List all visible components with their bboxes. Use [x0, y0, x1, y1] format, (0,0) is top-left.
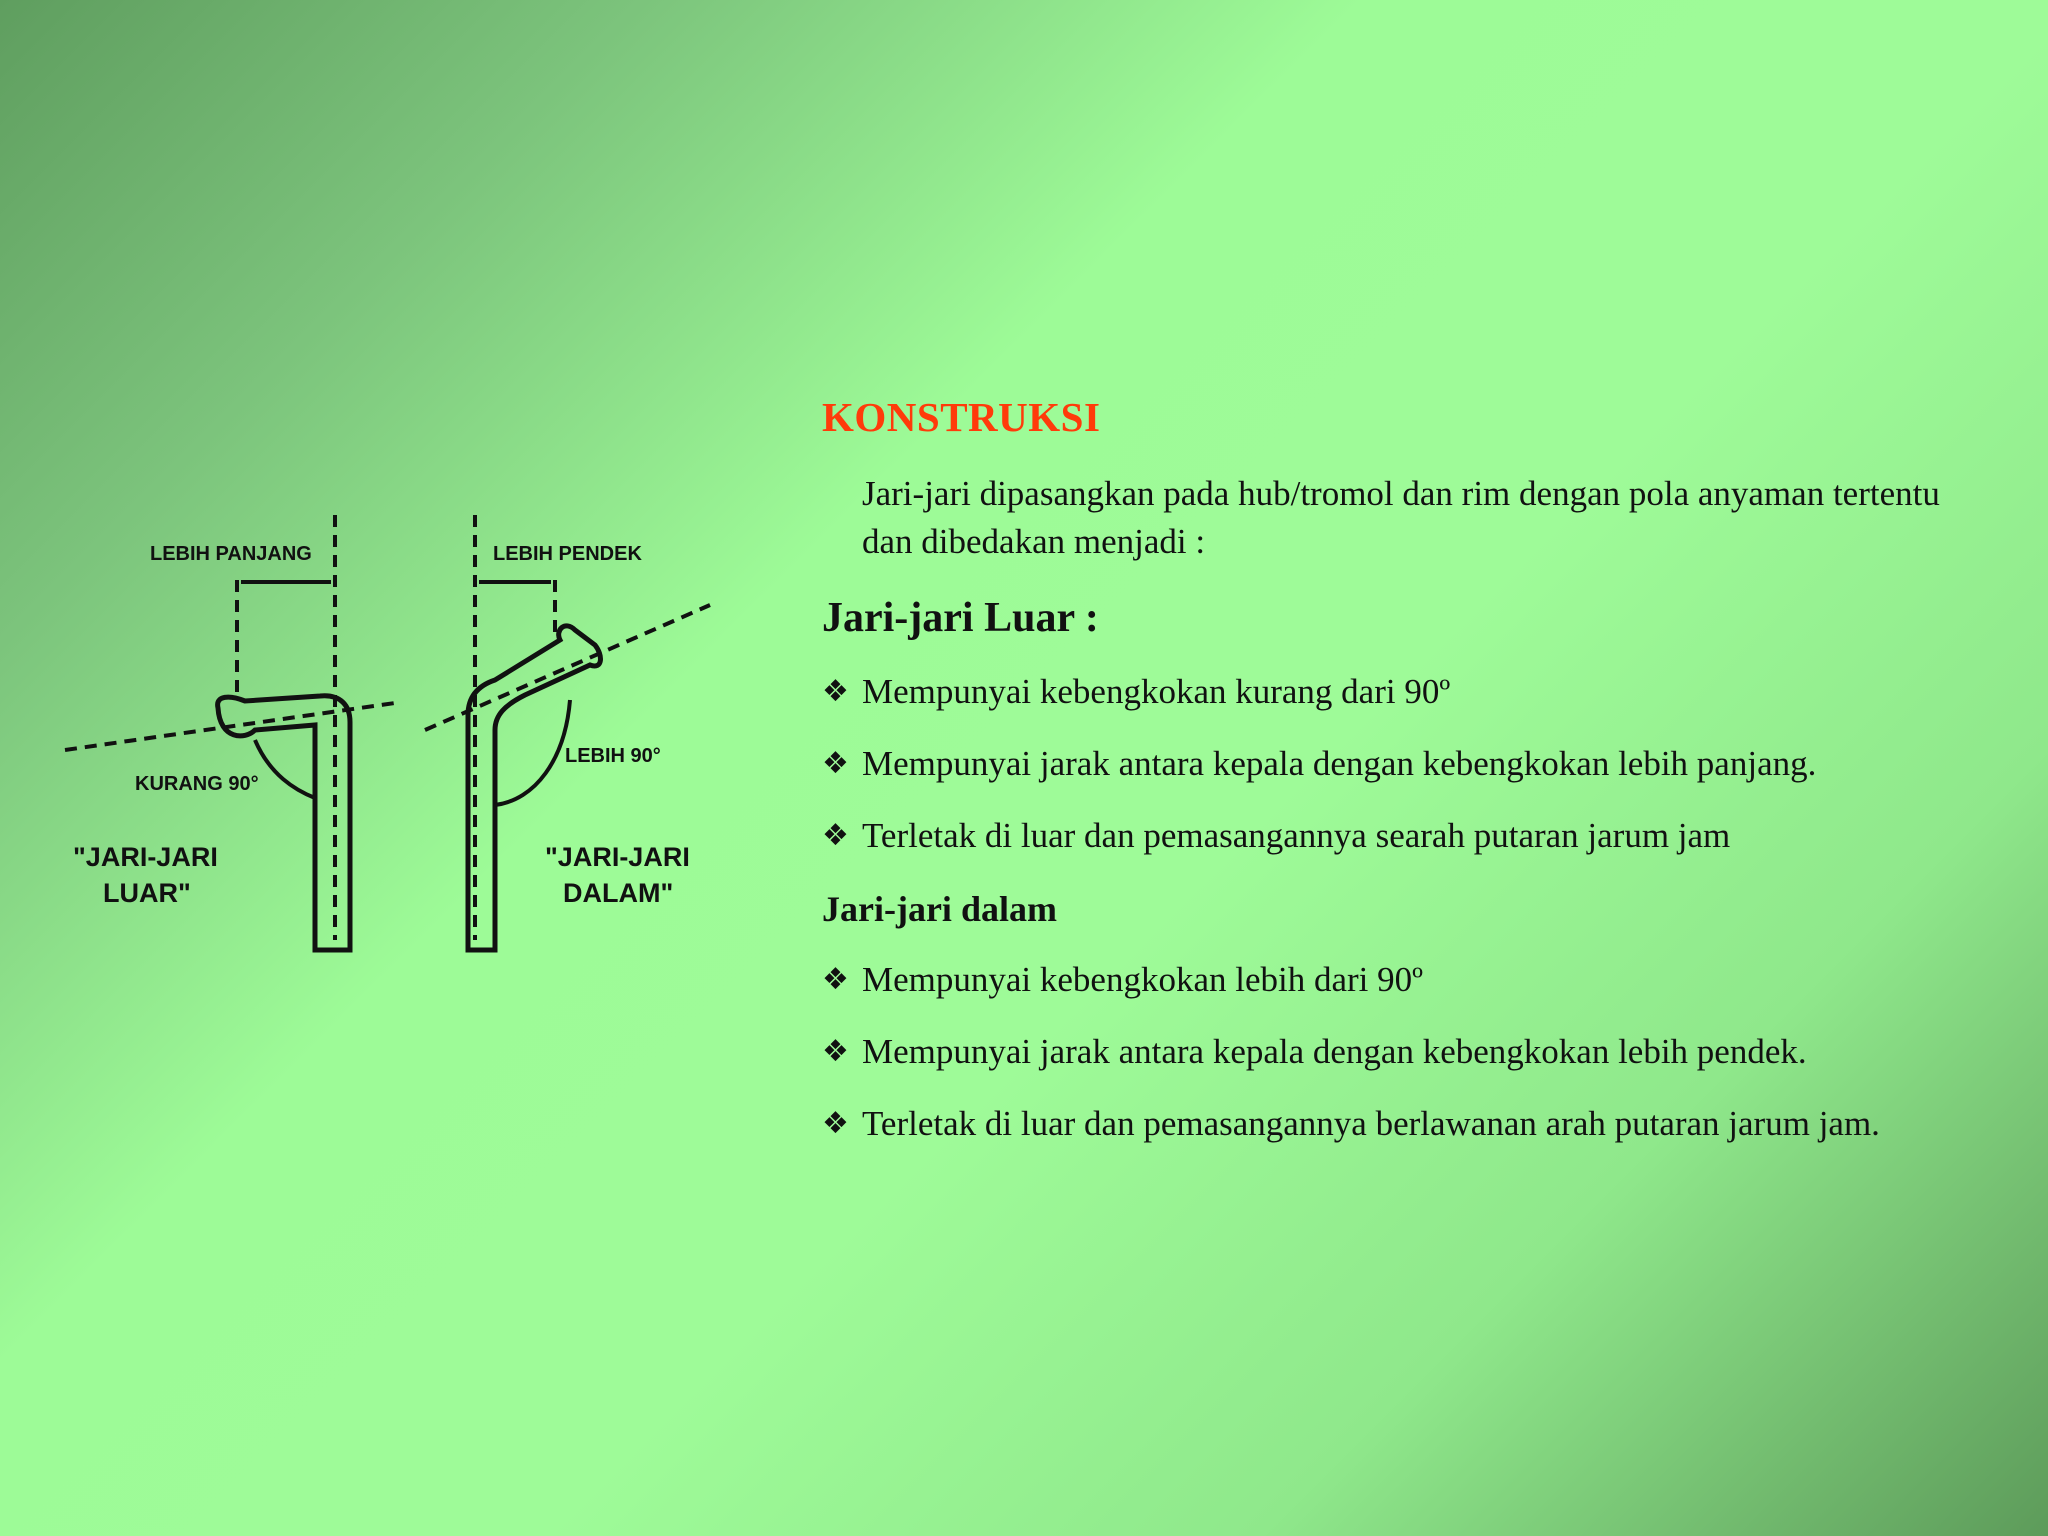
list-item-text: Terletak di luar dan pemasangannya searah putaran jarum jam: [862, 816, 1731, 855]
list-jari-jari-dalam: [822, 956, 1982, 1148]
section-title: KONSTRUKSI: [822, 394, 1101, 440]
caption-dalam-line1: "JARI-JARI: [545, 842, 690, 872]
label-lebih-pendek: LEBIH PENDEK: [493, 543, 642, 565]
list-item: [822, 1028, 1982, 1076]
list-item-text: Mempunyai kebengkokan lebih dari 90º: [862, 960, 1423, 999]
diamond-bullet-icon: ❖: [822, 1106, 849, 1141]
list-item-text: Mempunyai jarak antara kepala dengan kebengkokan lebih pendek.: [862, 1032, 1807, 1071]
content-panel: [822, 392, 1982, 1172]
diamond-bullet-icon: ❖: [822, 1034, 849, 1069]
right-angle-arc: [495, 700, 570, 805]
list-item: [822, 956, 1982, 1004]
list-item: [822, 1100, 1982, 1148]
list-item-text: Terletak di luar dan pemasangannya berlawanan arah putaran jarum jam.: [862, 1104, 1880, 1143]
list-item-text: Mempunyai jarak antara kepala dengan kebengkokan lebih panjang.: [862, 744, 1817, 783]
intro-paragraph: Jari-jari dipasangkan pada hub/tromol dan rim dengan pola anyaman tertentu dan dibedakan menjadi :: [862, 474, 1940, 561]
label-kurang-90: KURANG 90°: [135, 773, 259, 795]
list-jari-jari-luar: [822, 668, 1982, 860]
heading-jari-jari-luar: Jari-jari Luar :: [822, 595, 1099, 641]
diamond-bullet-icon: ❖: [822, 962, 849, 997]
diamond-bullet-icon: ❖: [822, 818, 849, 853]
caption-dalam-line2: DALAM": [563, 878, 674, 908]
list-item: [822, 740, 1982, 788]
spoke-diagram: [55, 500, 735, 970]
diamond-bullet-icon: ❖: [822, 674, 849, 709]
list-item: [822, 812, 1982, 860]
list-item: [822, 668, 1982, 716]
spoke-diagram-svg: [55, 500, 735, 970]
caption-luar-line2: LUAR": [103, 878, 191, 908]
diamond-bullet-icon: ❖: [822, 746, 849, 781]
left-spoke-outline: [218, 696, 350, 950]
left-angle-arc: [255, 740, 315, 798]
list-item-text: Mempunyai kebengkokan kurang dari 90º: [862, 672, 1451, 711]
heading-jari-jari-dalam: Jari-jari dalam: [822, 889, 1057, 929]
label-lebih-panjang: LEBIH PANJANG: [150, 543, 312, 565]
label-lebih-90: LEBIH 90°: [565, 745, 661, 767]
caption-luar-line1: "JARI-JARI: [73, 842, 218, 872]
